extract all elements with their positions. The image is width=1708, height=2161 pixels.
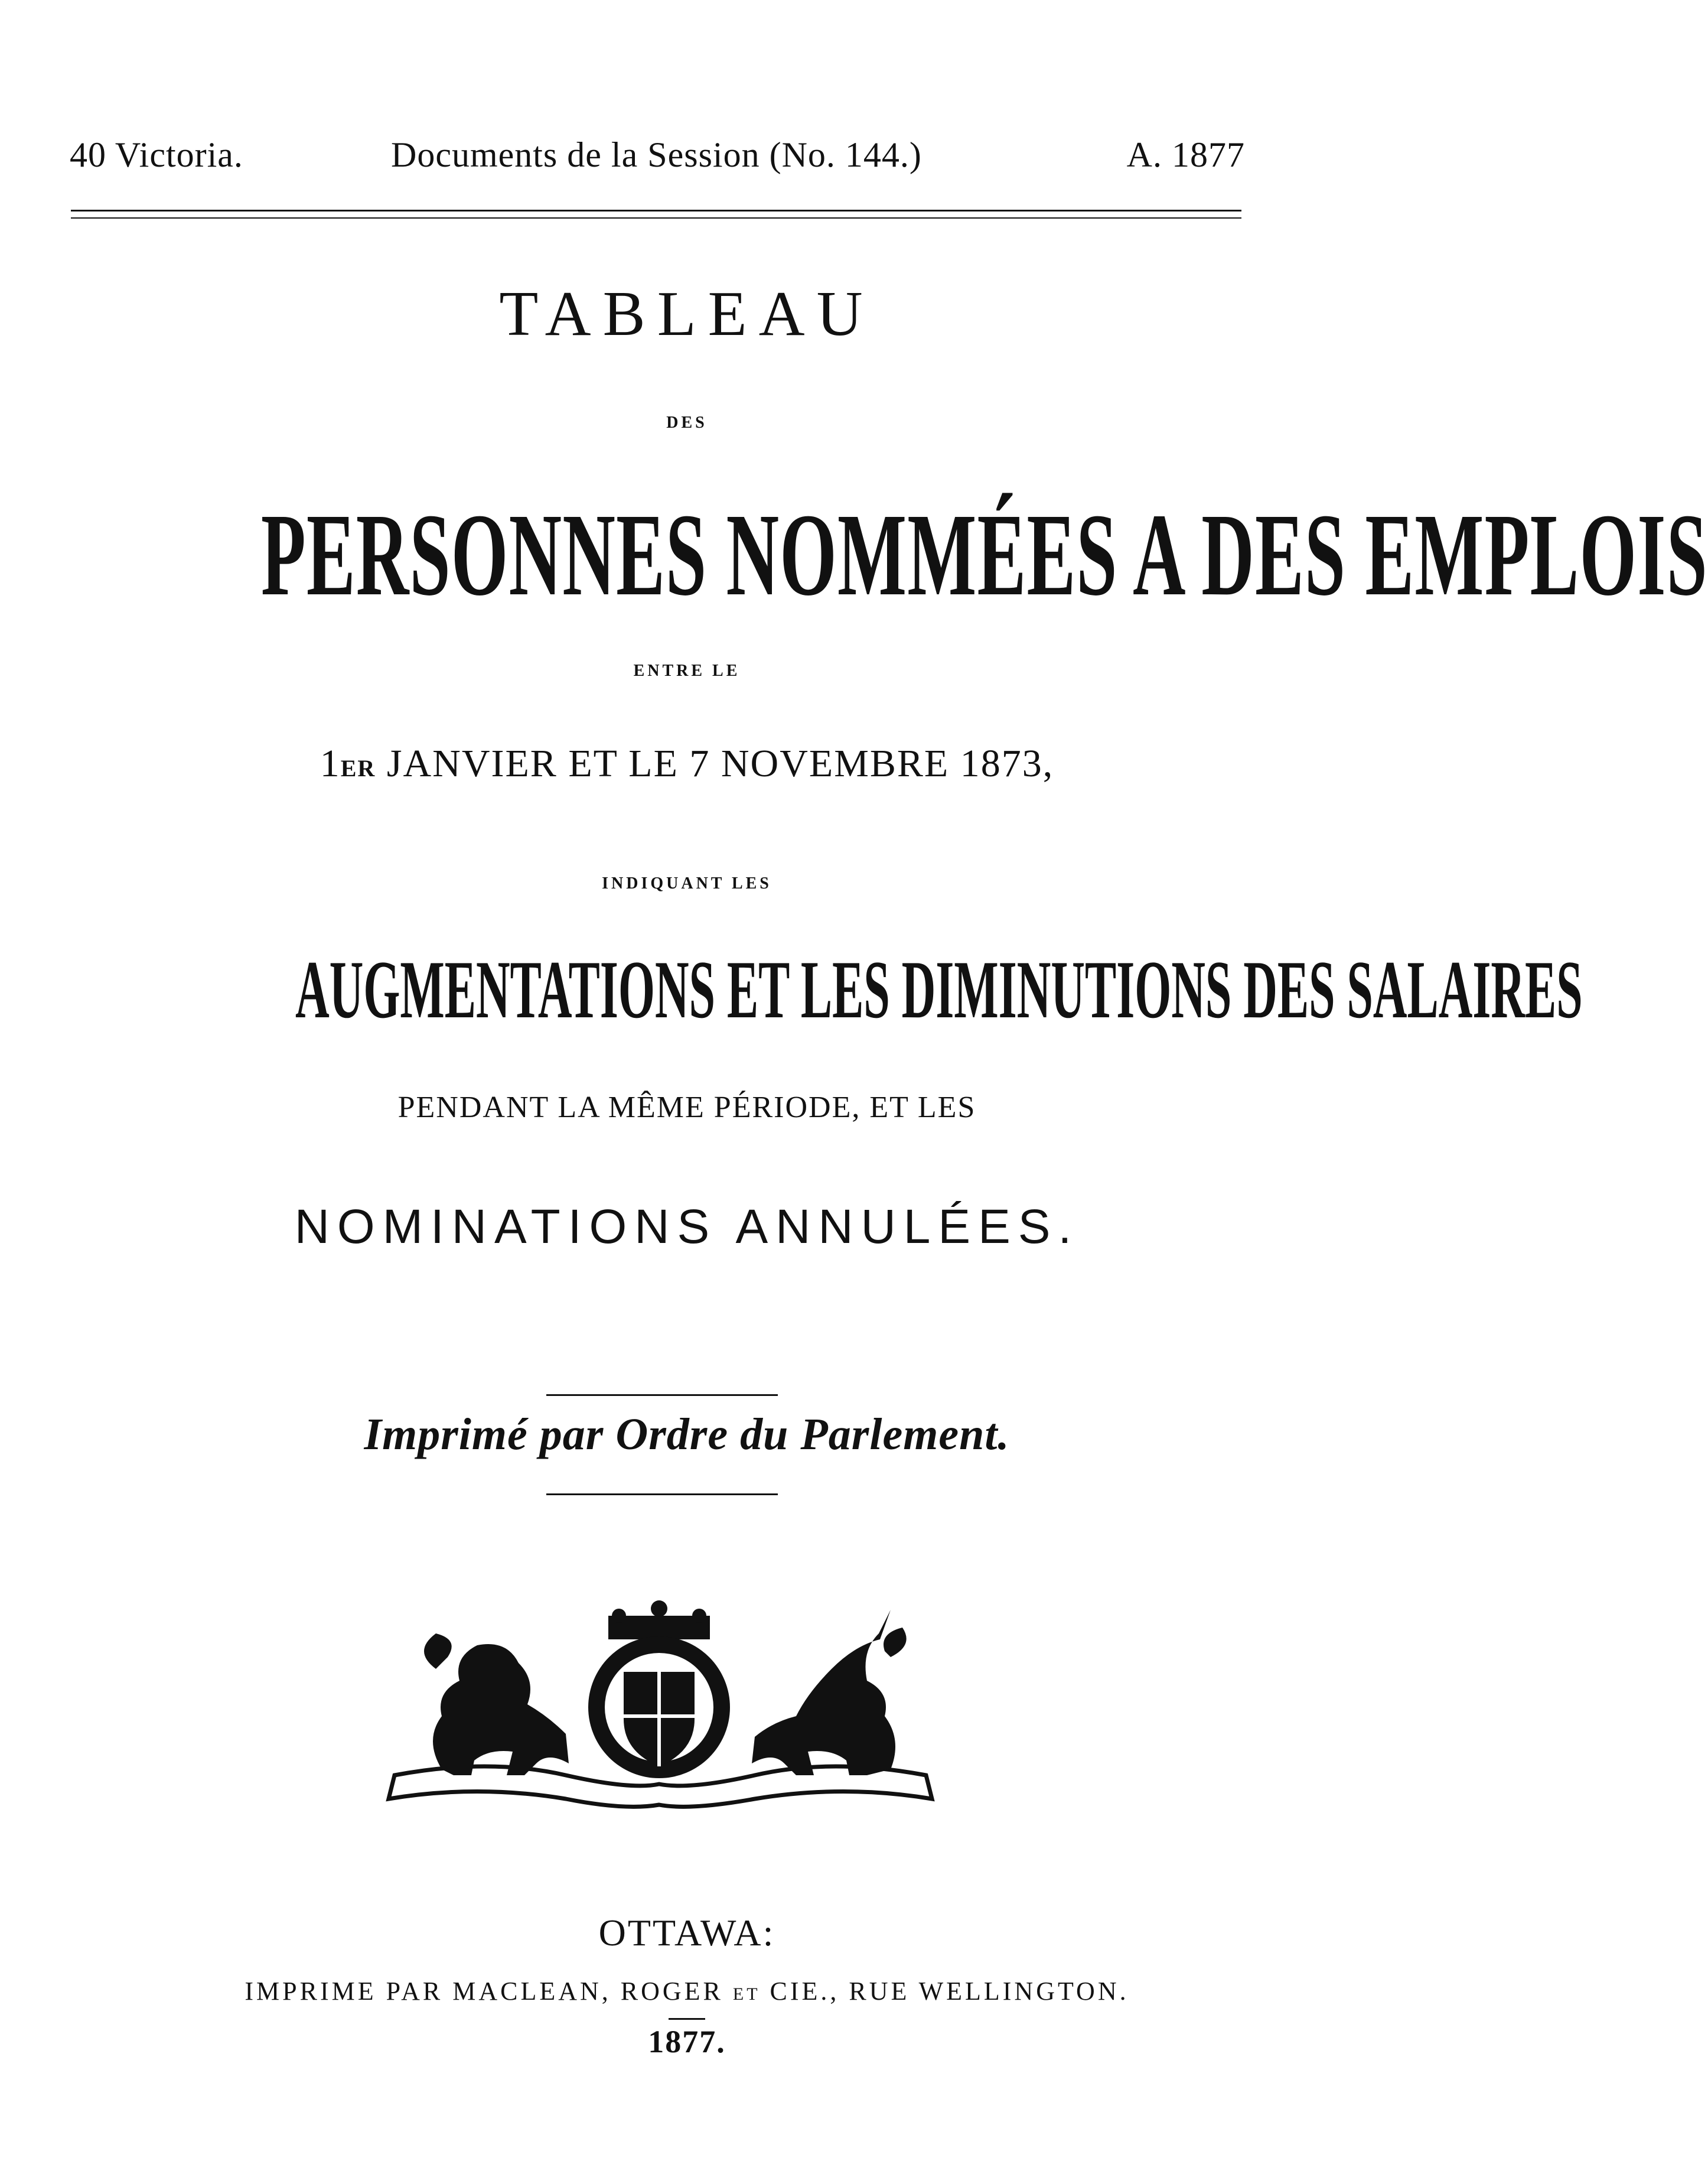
title-des: DES [666,414,708,432]
printer-et: ET [732,1984,761,2004]
title-tableau: TABLEAU [499,279,875,349]
header-rule-thick [71,210,1241,211]
footer-printer [0,1976,1374,2006]
header-session-year: 40 Victoria. [70,135,243,174]
title-augmentations: AUGMENTATIONS ET LES DIMINUTIONS DES SALAIRES [295,944,1583,1036]
imprint-note: Imprimé par Ordre du Parlement. [364,1410,1010,1459]
footer-city: OTTAWA: [598,1912,775,1954]
title-indiquant-les: INDIQUANT LES [602,874,772,893]
title-entre-le: ENTRE LE [633,662,741,680]
header-rule-thin [71,217,1241,219]
date-day: 1 [320,742,341,785]
imprint-rule-top [546,1394,778,1396]
royal-coat-of-arms-icon [371,1598,947,1811]
header-year: A. 1877 [1126,135,1245,174]
date-ordinal: ER [340,755,376,782]
footer-year-rule [669,2018,705,2020]
imprint-rule-bottom [546,1493,778,1495]
printer-address: CIE., RUE WELLINGTON. [760,1977,1129,2006]
printer-name: IMPRIME PAR MACLEAN, ROGER [245,1977,733,2006]
header-document-number: Documents de la Session (No. 144.) [391,135,922,174]
date-rest: JANVIER ET LE 7 NOVEMBRE 1873, [376,742,1054,785]
title-nominations: NOMINATIONS ANNULÉES. [294,1200,1080,1254]
title-date-range [0,741,1374,786]
title-pendant: PENDANT LA MÊME PÉRIODE, ET LES [397,1091,976,1124]
title-main: PERSONNES NOMMÉES A DES EMPLOIS [260,490,1708,620]
footer-year: 1877. [648,2024,726,2059]
